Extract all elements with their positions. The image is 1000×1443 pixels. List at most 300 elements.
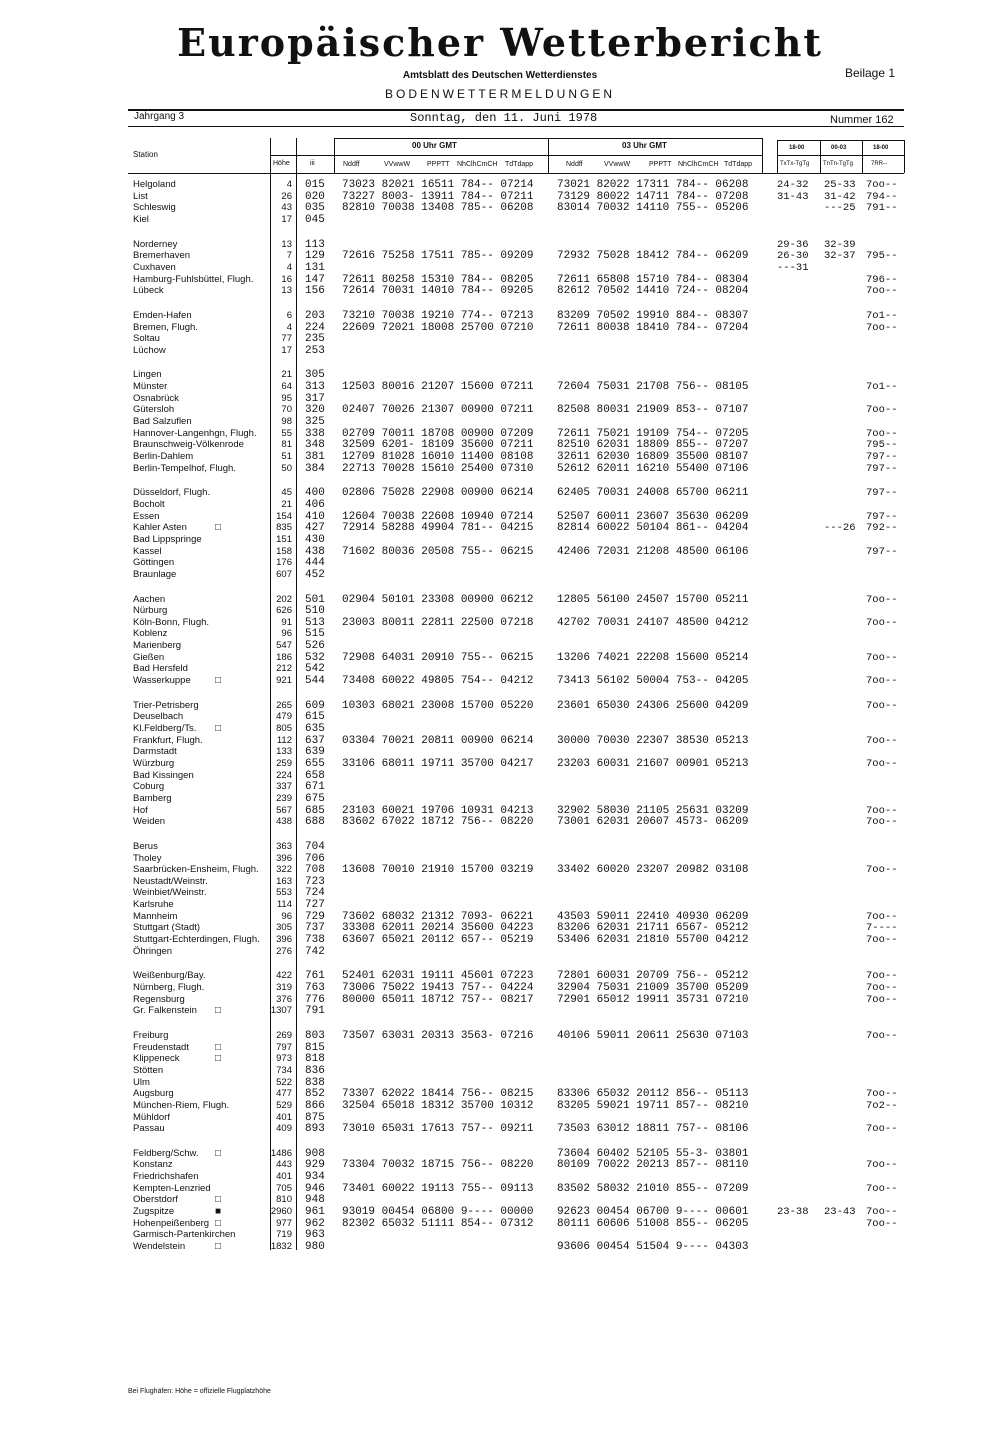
station-height: 151: [276, 533, 292, 545]
col-00-ppptt: PPPTT: [427, 161, 450, 168]
obs-03utc: 83502 58032 21010 855-- 07209: [557, 1182, 749, 1195]
mountain-station-icon: □: [215, 723, 222, 734]
table-row: [0, 179, 1000, 191]
precip-group: 7oo--: [866, 699, 898, 712]
station-name: Stuttgart-Echterdingen, Flugh.: [133, 934, 260, 946]
obs-03utc: 13206 74021 22208 15600 05214: [557, 651, 749, 664]
station-number: 410: [305, 510, 325, 523]
station-name: Bad Salzuflen: [133, 416, 192, 428]
station-height: 401: [276, 1111, 292, 1123]
col-sep-3: [334, 138, 335, 173]
beilage-label: Beilage 1: [845, 66, 896, 80]
station-name: Ulm: [133, 1076, 150, 1088]
station-height: 43: [281, 202, 292, 214]
station-number: 704: [305, 840, 325, 853]
table-row: [0, 202, 1000, 214]
obs-03utc: 93606 00454 51504 9---- 04303: [557, 1241, 749, 1253]
obs-03utc: 80109 70022 20213 857-- 08110: [557, 1159, 749, 1172]
obs-03utc: 83206 62031 21711 6567- 05212: [557, 922, 749, 935]
table-row: [0, 451, 1000, 463]
station-height: 547: [276, 640, 292, 652]
rule-date: [128, 126, 904, 127]
table-row: [0, 569, 1000, 581]
station-number: 317: [305, 392, 325, 405]
obs-03utc: 52612 62011 16210 55400 07106: [557, 462, 749, 475]
station-height: 2960: [270, 1206, 292, 1218]
station-height: 96: [281, 628, 292, 640]
table-row: [0, 1159, 1000, 1171]
station-name: Trier-Petrisberg: [133, 699, 199, 711]
station-name: Göttingen: [133, 557, 175, 569]
precip-group: 7oo--: [866, 816, 898, 829]
obs-00utc: 72614 70031 14010 784-- 09205: [342, 285, 534, 298]
station-number: 015: [305, 179, 325, 191]
station-height: 202: [276, 593, 292, 605]
table-row: [0, 1218, 1000, 1230]
col-sep-7: [820, 140, 821, 173]
station-number: 515: [305, 628, 325, 641]
station-name: Münster: [133, 381, 168, 393]
obs-03utc: 42406 72031 21208 48500 06106: [557, 545, 749, 558]
table-row: [0, 1183, 1000, 1195]
table-row: [0, 322, 1000, 334]
col-range-1: 18-00: [789, 145, 805, 151]
mountain-station-icon: □: [215, 1147, 222, 1159]
station-number: 685: [305, 804, 325, 817]
station-name: Bad Lippspringe: [133, 533, 202, 545]
precip-group: 7oo--: [866, 1217, 898, 1230]
obs-00utc: 83602 67022 18712 756-- 08220: [342, 816, 534, 829]
station-name: Saarbrücken-Ensheim, Flugh.: [133, 864, 259, 876]
precip-group: 7oo--: [866, 910, 898, 923]
station-height: 479: [276, 711, 292, 723]
table-row: [0, 700, 1000, 712]
col-sep-4: [548, 138, 549, 173]
station-height: 1832: [270, 1241, 292, 1252]
station-height: 4: [286, 261, 292, 273]
obs-00utc: 73210 70038 19210 774-- 07213: [342, 309, 534, 322]
precip-group: 7oo--: [866, 804, 898, 817]
table-row: [0, 345, 1000, 357]
table-row: [0, 781, 1000, 793]
table-row: [0, 970, 1000, 982]
station-height: 265: [276, 699, 292, 711]
station-name: Essen: [133, 510, 160, 522]
date-label: Sonntag, den 11. Juni 1978: [410, 111, 598, 125]
station-number: 791: [305, 1005, 325, 1018]
table-row: [0, 805, 1000, 817]
station-name: Hohenpeißenberg: [133, 1217, 210, 1229]
mountain-station-icon: □: [215, 675, 222, 687]
obs-03utc: 73413 56102 50004 753-- 04205: [557, 675, 749, 688]
station-height: 96: [281, 910, 292, 922]
station-number: 513: [305, 616, 325, 629]
station-height: 13: [281, 285, 292, 297]
station-height: 269: [276, 1029, 292, 1041]
col-station: Station: [133, 150, 158, 159]
station-number: 738: [305, 934, 325, 947]
station-name: Osnabrück: [133, 392, 179, 404]
table-row: [0, 770, 1000, 782]
station-number: 035: [305, 202, 325, 215]
station-name: Berlin-Tempelhof, Flugh.: [133, 462, 236, 474]
station-number: 235: [305, 333, 325, 346]
temp-max-range: ---31: [777, 261, 809, 274]
precip-group: 7oo--: [866, 321, 898, 334]
precip-group: 7oo--: [866, 1159, 898, 1172]
obs-00utc: 02709 70011 18708 00900 07209: [342, 427, 534, 440]
station-number: 875: [305, 1111, 325, 1124]
station-height: 797: [276, 1041, 292, 1053]
obs-00utc: 73304 70032 18715 756-- 08220: [342, 1159, 534, 1172]
precip-group: 7----: [866, 922, 898, 935]
station-height: 50: [281, 462, 292, 474]
obs-00utc: 52401 62031 19111 45601 07223: [342, 970, 534, 983]
station-height: 396: [276, 852, 292, 864]
station-name: Aachen: [133, 593, 166, 605]
obs-03utc: 73503 63012 18811 757-- 08106: [557, 1123, 749, 1136]
obs-00utc: 73401 60022 19113 755-- 09113: [342, 1182, 534, 1195]
station-height: 607: [276, 568, 292, 580]
station-number: 045: [305, 213, 325, 226]
obs-00utc: 03304 70021 20811 00900 06214: [342, 734, 534, 747]
station-height: 7: [286, 250, 292, 262]
station-number: 253: [305, 344, 325, 357]
station-height: 319: [276, 982, 292, 993]
precip-group: 795--: [866, 250, 898, 263]
station-number: 452: [305, 568, 325, 581]
station-number: 761: [305, 970, 325, 983]
obs-03utc: 23203 60031 21607 00901 05213: [557, 757, 749, 770]
station-number: 131: [305, 261, 325, 274]
station-name: Nürburg: [133, 605, 168, 617]
station-number: 147: [305, 273, 325, 286]
table-row: [0, 239, 1000, 251]
obs-00utc: 73006 75022 19413 757-- 04224: [342, 982, 534, 994]
table-row: [0, 628, 1000, 640]
station-height: 376: [276, 993, 292, 1005]
station-name: Stötten: [133, 1064, 164, 1076]
station-number: 438: [305, 545, 325, 558]
station-height: 81: [281, 439, 292, 451]
precip-group: 7oo--: [866, 285, 898, 298]
station-height: 64: [281, 381, 292, 393]
table-row: [0, 416, 1000, 428]
station-number: 542: [305, 663, 325, 676]
table-row: [0, 439, 1000, 451]
station-number: 325: [305, 416, 325, 429]
station-height: 6: [286, 309, 292, 321]
station-number: 305: [305, 369, 325, 382]
table-row: [0, 1148, 1000, 1160]
col-group-03: 03 Uhr GMT: [622, 141, 667, 150]
station-height: 239: [276, 792, 292, 804]
mountain-station-icon: □: [215, 1217, 222, 1229]
station-name: Kempten-Lenzried: [133, 1182, 211, 1194]
col-03-ppptt: PPPTT: [649, 161, 672, 168]
station-height: 70: [281, 404, 292, 416]
rule-top: [128, 109, 904, 111]
precip-group: 7oo--: [866, 993, 898, 1006]
table-row: [0, 262, 1000, 274]
page-title: Europäischer Wetterbericht: [177, 20, 823, 65]
temp-min-range: 31-42: [824, 190, 856, 203]
mountain-station-icon: ■: [215, 1206, 222, 1218]
table-row: [0, 285, 1000, 297]
station-name: Feldberg/Schw.: [133, 1147, 199, 1159]
obs-03utc: 23601 65030 24306 25600 04209: [557, 699, 749, 712]
station-number: 338: [305, 427, 325, 440]
table-row: [0, 675, 1000, 687]
mountain-station-icon: □: [215, 1241, 222, 1252]
station-height: 719: [276, 1229, 292, 1241]
precip-group: 7oo--: [866, 1123, 898, 1136]
obs-03utc: 82612 70502 14410 724-- 08204: [557, 285, 749, 298]
precip-group: 7oo--: [866, 1029, 898, 1042]
precip-group: 7o1--: [866, 381, 898, 394]
station-name: Kahler Asten: [133, 522, 187, 534]
table-row: [0, 310, 1000, 322]
col-03-tdapp: TdTdapp: [724, 161, 753, 168]
col-sep-6: [777, 140, 778, 173]
obs-03utc: 72932 75028 18412 784-- 06209: [557, 250, 749, 263]
footnote: Bei Flughäfen: Höhe = offizielle Flugplatzhöhe: [128, 1388, 271, 1395]
station-height: 443: [276, 1159, 292, 1171]
station-number: 639: [305, 746, 325, 759]
table-row: [0, 982, 1000, 994]
mountain-station-icon: □: [215, 1041, 222, 1053]
obs-03utc: 32904 75031 21009 35700 05209: [557, 982, 749, 994]
obs-03utc: 72801 60031 20709 756-- 05212: [557, 970, 749, 983]
station-height: 4: [286, 321, 292, 333]
subtitle: Amtsblatt des Deutschen Wetterdienstes: [402, 70, 598, 81]
station-height: 224: [276, 769, 292, 781]
station-number: 671: [305, 781, 325, 794]
station-height: 921: [276, 675, 292, 687]
obs-00utc: 80000 65011 18712 757-- 08217: [342, 993, 534, 1006]
station-number: 729: [305, 910, 325, 923]
station-name: Hannover-Langenhgn, Flugh.: [133, 427, 257, 439]
table-row: [0, 557, 1000, 569]
table-row: [0, 711, 1000, 723]
mountain-station-icon: □: [215, 522, 222, 534]
table-row: [0, 191, 1000, 203]
station-height: 13: [281, 238, 292, 250]
obs-03utc: 73129 80022 14711 784-- 07208: [557, 190, 749, 203]
precip-group: 7oo--: [866, 970, 898, 983]
station-number: 893: [305, 1123, 325, 1136]
rule-right-top: [777, 140, 904, 141]
station-height: 835: [276, 522, 292, 534]
station-height: 133: [276, 746, 292, 758]
station-name: Würzburg: [133, 757, 175, 769]
station-height: 176: [276, 557, 292, 569]
station-height: 438: [276, 816, 292, 828]
table-row: [0, 369, 1000, 381]
station-number: 510: [305, 605, 325, 618]
col-group-00: 00 Uhr GMT: [412, 141, 457, 150]
station-name: Klippeneck: [133, 1053, 180, 1065]
table-row: [0, 1053, 1000, 1065]
jahrgang-label: Jahrgang 3: [134, 111, 185, 122]
station-number: 724: [305, 887, 325, 900]
precip-group: 7o2--: [866, 1099, 898, 1112]
station-name: Bocholt: [133, 498, 165, 510]
station-name: Weinbiet/Weinstr.: [133, 887, 207, 899]
station-name: Freiburg: [133, 1029, 169, 1041]
table-row: [0, 1005, 1000, 1017]
obs-00utc: 72914 58288 49904 781-- 04215: [342, 522, 534, 535]
issue-number: Nummer 162: [830, 114, 894, 126]
station-height: 55: [281, 427, 292, 439]
precip-group: 7oo--: [866, 757, 898, 770]
station-number: 635: [305, 723, 325, 735]
obs-03utc: 53406 62031 21810 55700 04212: [557, 934, 749, 947]
station-height: 163: [276, 875, 292, 887]
station-number: 815: [305, 1041, 325, 1054]
station-name: Lüchow: [133, 344, 166, 356]
table-row: [0, 1042, 1000, 1054]
table-row: [0, 640, 1000, 652]
station-number: 501: [305, 593, 325, 606]
station-name: Wendelstein: [133, 1241, 186, 1252]
station-height: 112: [276, 734, 292, 746]
obs-03utc: 42702 70031 24107 48500 04212: [557, 616, 749, 629]
station-number: 737: [305, 922, 325, 935]
table-row: [0, 841, 1000, 853]
precip-group: 797--: [866, 462, 898, 475]
station-number: 948: [305, 1194, 325, 1207]
station-number: 818: [305, 1053, 325, 1066]
station-name: Gr. Falkenstein: [133, 1005, 197, 1017]
table-row: [0, 853, 1000, 865]
station-height: 409: [276, 1123, 292, 1135]
station-number: 763: [305, 982, 325, 994]
station-name: München-Riem, Flugh.: [133, 1099, 230, 1111]
station-number: 963: [305, 1229, 325, 1242]
obs-03utc: 32611 62030 16809 35500 08107: [557, 451, 749, 463]
obs-00utc: 22609 72021 18008 25700 07210: [342, 321, 534, 334]
precip-group: 797--: [866, 510, 898, 523]
table-row: [0, 922, 1000, 934]
station-number: 156: [305, 285, 325, 298]
station-name: Friedrichshafen: [133, 1171, 199, 1183]
col-sep-5: [762, 138, 763, 173]
station-name: Lingen: [133, 369, 162, 381]
precip-group: 796--: [866, 273, 898, 286]
temp-min-range: ---25: [824, 202, 856, 215]
precip-group: 797--: [866, 451, 898, 463]
table-row: [0, 274, 1000, 286]
station-name: Koblenz: [133, 628, 168, 640]
station-height: 396: [276, 934, 292, 946]
obs-00utc: 72908 64031 20910 755-- 06215: [342, 651, 534, 664]
station-number: 430: [305, 533, 325, 546]
col-03-clouds: NhClhCmCH: [678, 161, 719, 168]
obs-00utc: 02407 70026 21307 00900 07211: [342, 404, 534, 417]
station-height: 26: [281, 190, 292, 202]
obs-00utc: 72611 80258 15310 784-- 08205: [342, 273, 534, 286]
table-row: [0, 1065, 1000, 1077]
obs-03utc: 72901 65012 19911 35731 07210: [557, 993, 749, 1006]
table-row: [0, 428, 1000, 440]
station-name: Zugspitze: [133, 1206, 175, 1218]
col-hoehe: Höhe: [273, 160, 290, 167]
station-height: 734: [276, 1064, 292, 1076]
table-row: [0, 404, 1000, 416]
station-name: Köln-Bonn, Flugh.: [133, 616, 210, 628]
station-height: 567: [276, 804, 292, 816]
obs-00utc: 10303 68021 23008 15700 05220: [342, 699, 534, 712]
station-height: 17: [281, 344, 292, 356]
station-name: Gütersloh: [133, 404, 175, 416]
station-height: 553: [276, 887, 292, 899]
obs-03utc: 72611 75021 19109 754-- 07205: [557, 427, 749, 440]
station-height: 21: [281, 498, 292, 510]
precip-group: 7oo--: [866, 179, 898, 191]
obs-00utc: 73023 82021 16511 784-- 07214: [342, 179, 534, 191]
station-height: 977: [276, 1217, 292, 1229]
table-row: [0, 605, 1000, 617]
station-number: 381: [305, 451, 325, 463]
table-row: [0, 663, 1000, 675]
col-03-vvwww: VVwwW: [604, 161, 631, 168]
table-row: [0, 1030, 1000, 1042]
station-name: List: [133, 190, 148, 202]
temp-max-range: 26-30: [777, 250, 809, 263]
station-name: Regensburg: [133, 993, 185, 1005]
precip-group: 792--: [866, 522, 898, 535]
station-height: 422: [276, 970, 292, 982]
obs-00utc: 32504 65018 18312 35700 10312: [342, 1099, 534, 1112]
precip-group: 795--: [866, 439, 898, 452]
precip-group: 7oo--: [866, 734, 898, 747]
station-name: Frankfurt, Flugh.: [133, 734, 203, 746]
col-00-clouds: NhClhCmCH: [457, 161, 498, 168]
table-row: [0, 381, 1000, 393]
precip-group: 7oo--: [866, 864, 898, 877]
temp-max-range: 24-32: [777, 179, 809, 191]
obs-03utc: 80111 60606 51008 855-- 06205: [557, 1217, 749, 1230]
station-name: Tholey: [133, 852, 162, 864]
station-name: Öhringen: [133, 945, 173, 957]
station-height: 91: [281, 616, 292, 628]
table-row: [0, 887, 1000, 899]
station-number: 427: [305, 522, 325, 535]
station-name: Mühldorf: [133, 1111, 170, 1123]
precip-group: 7oo--: [866, 651, 898, 664]
station-height: 529: [276, 1099, 292, 1111]
precip-group: 7oo--: [866, 675, 898, 688]
obs-03utc: 33402 60020 23207 20982 03108: [557, 864, 749, 877]
station-name: Passau: [133, 1123, 165, 1135]
station-name: Kassel: [133, 545, 162, 557]
obs-00utc: 13608 70010 21910 15700 03219: [342, 864, 534, 877]
station-name: Hamburg-Fuhlsbüttel, Flugh.: [133, 273, 254, 285]
table-row: [0, 1241, 1000, 1253]
station-number: 934: [305, 1171, 325, 1184]
station-number: 742: [305, 945, 325, 958]
obs-00utc: 32509 6201- 18109 35600 07211: [342, 439, 534, 452]
obs-03utc: 72604 75031 21708 756-- 08105: [557, 381, 749, 394]
col-iii: iii: [310, 160, 315, 167]
table-row: [0, 1194, 1000, 1206]
obs-00utc: 33308 62011 20214 35600 04223: [342, 922, 534, 935]
station-height: 77: [281, 333, 292, 345]
station-number: 723: [305, 875, 325, 888]
station-name: Weiden: [133, 816, 166, 828]
table-row: [0, 1229, 1000, 1241]
